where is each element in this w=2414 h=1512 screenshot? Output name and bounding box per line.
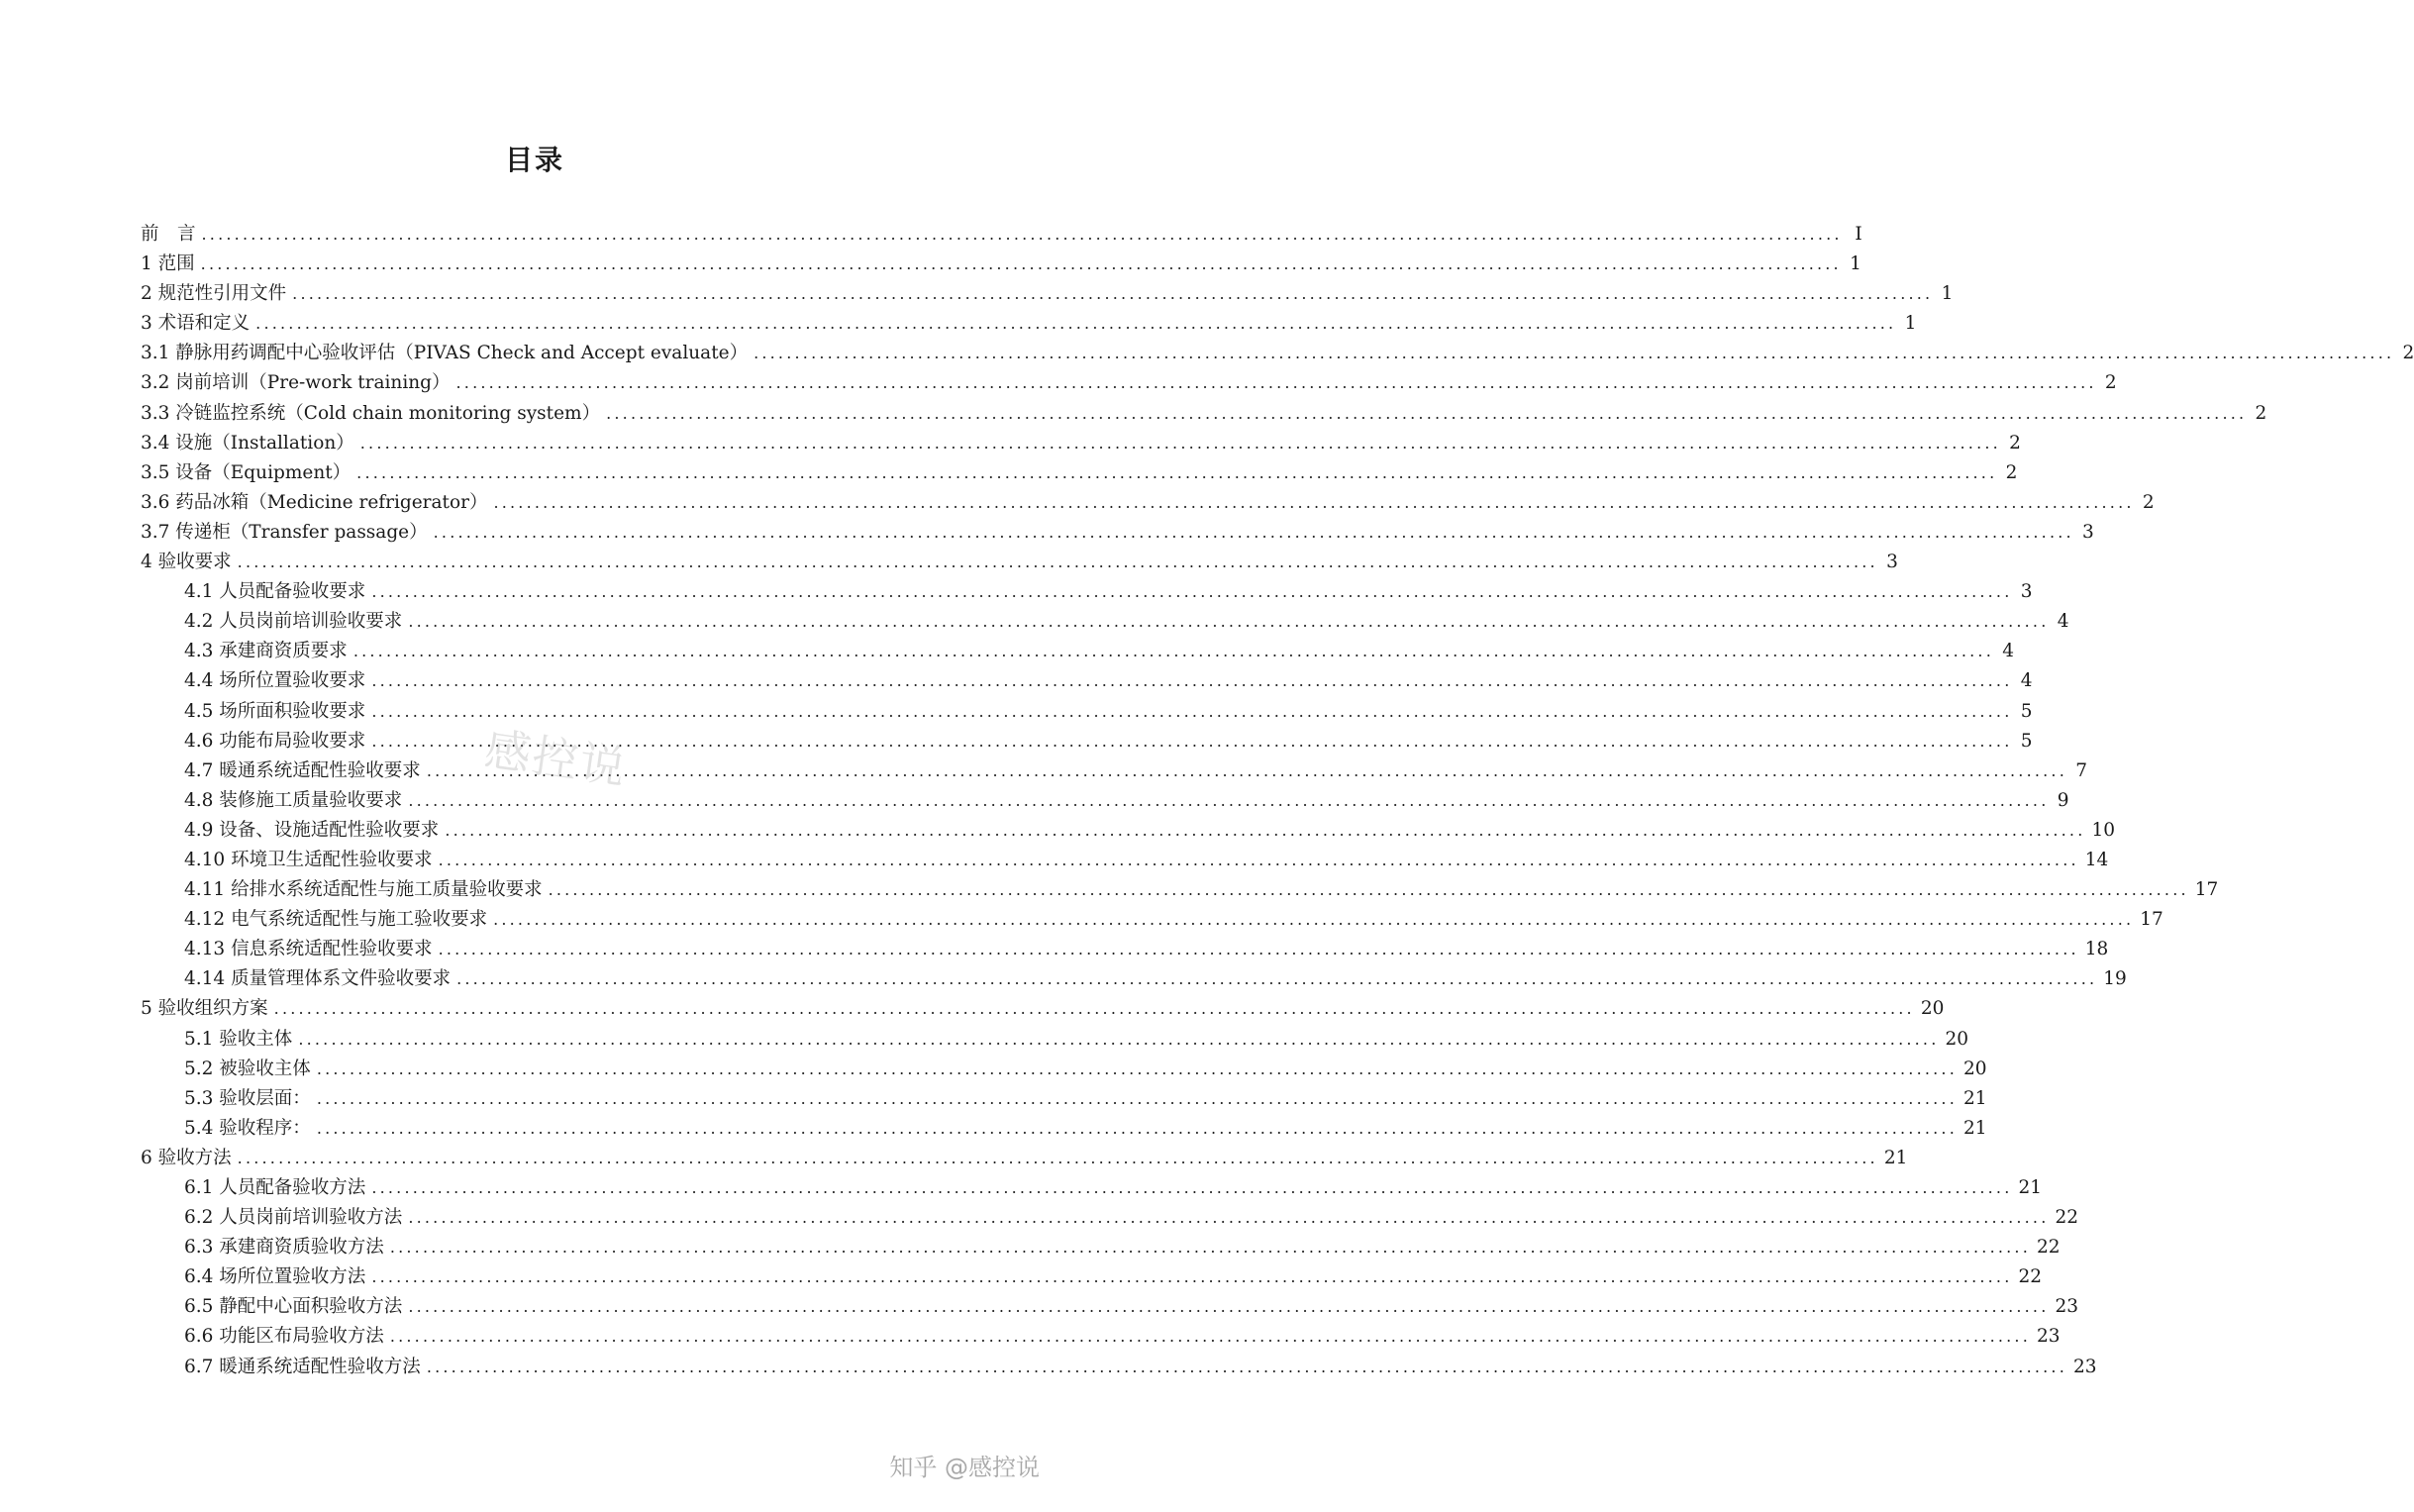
toc-entry-title: 3.4 设施（Installation）: [141, 432, 354, 454]
toc-entry-page-number: 2: [2402, 343, 2414, 364]
toc-entry-page-number: 22: [2055, 1207, 2079, 1229]
toc-entry-title: 4.3 承建商资质要求: [184, 641, 348, 662]
toc-entry-page-number: 2: [2104, 372, 2117, 394]
toc-leader-dots: ........................................................................................................................................................................................................: [438, 940, 2079, 959]
toc-entry[interactable]: [141, 935, 2109, 964]
toc-leader-dots: ........................................................................................................................................................................................................: [359, 433, 2001, 453]
toc-leader-dots: ........................................................................................................................................................................................................: [371, 731, 2013, 751]
toc-entry[interactable]: [141, 1084, 1987, 1114]
toc-entry-page-number: 17: [2194, 879, 2219, 901]
toc-leader-dots: ........................................................................................................................................................................................................: [237, 553, 1878, 572]
toc-entry-page-number: 9: [2057, 789, 2069, 811]
page-title: 目录: [504, 144, 564, 176]
toc-leader-dots: ........................................................................................................................................................................................................: [273, 999, 1915, 1019]
toc-entry-page-number: 18: [2084, 939, 2109, 960]
toc-entry[interactable]: [141, 1055, 1987, 1084]
toc-entry-title: 6.3 承建商资质验收方法: [184, 1237, 384, 1259]
toc-entry-title: 4.4 场所位置验收要求: [184, 670, 366, 692]
toc-entry[interactable]: [141, 905, 2163, 935]
toc-entry[interactable]: [141, 1114, 1987, 1144]
toc-leader-dots: ........................................................................................................................................................................................................: [389, 1238, 2031, 1258]
watermark: 感控说: [481, 722, 631, 795]
toc-entry[interactable]: [141, 309, 1917, 339]
toc-entry-page-number: 21: [1963, 1087, 1987, 1109]
toc-leader-dots: ........................................................................................................................................................................................................: [408, 1297, 2050, 1317]
toc-entry-page-number: 23: [2037, 1326, 2061, 1348]
toc-entry-page-number: I: [1855, 224, 1862, 245]
toc-entry[interactable]: [141, 368, 2117, 398]
toc-leader-dots: ........................................................................................................................................................................................................: [408, 612, 2050, 632]
toc-entry-page-number: 19: [2103, 968, 2127, 990]
toc-leader-dots: ........................................................................................................................................................................................................: [456, 969, 2098, 989]
toc-entry-title: 4.8 装修施工质量验收要求: [184, 789, 403, 811]
toc-entry[interactable]: [141, 399, 2267, 429]
toc-entry[interactable]: [141, 577, 2033, 607]
toc-leader-dots: ........................................................................................................................................................................................................: [356, 462, 1998, 482]
toc-entry-page-number: 22: [2037, 1237, 2061, 1259]
toc-leader-dots: ........................................................................................................................................................................................................: [754, 344, 2395, 363]
toc-entry[interactable]: [141, 1292, 2079, 1322]
toc-entry-page-number: 22: [2018, 1266, 2043, 1288]
toc-entry-page-number: 4: [2020, 670, 2033, 692]
toc-entry[interactable]: [141, 518, 2094, 548]
toc-entry-page-number: 3: [2020, 581, 2033, 603]
toc-entry-page-number: 3: [2082, 521, 2094, 543]
toc-entry-page-number: 5: [2020, 700, 2033, 722]
toc-entry[interactable]: [141, 1173, 2043, 1203]
toc-entry[interactable]: [141, 279, 1954, 309]
toc-entry-title: 3.2 岗前培训（Pre-work training）: [141, 372, 451, 394]
toc-entry-page-number: 23: [2073, 1356, 2097, 1377]
toc-entry-title: 4.7 暖通系统适配性验收要求: [184, 759, 421, 781]
toc-leader-dots: ........................................................................................................................................................................................................: [200, 254, 1842, 274]
toc-entry[interactable]: [141, 637, 2014, 666]
toc-entry-title: 6 验收方法: [141, 1147, 232, 1168]
toc-entry-title: 6.6 功能区布局验收方法: [184, 1326, 384, 1348]
toc-leader-dots: ........................................................................................................................................................................................................: [292, 284, 1934, 304]
toc-entry-page-number: 4: [2002, 641, 2014, 662]
toc-leader-dots: ........................................................................................................................................................................................................: [298, 1029, 1940, 1049]
toc-entry[interactable]: [141, 1203, 2079, 1233]
toc-entry[interactable]: [141, 548, 1898, 577]
toc-entry-page-number: 21: [1883, 1147, 1908, 1168]
toc-entry-title: 4.5 场所面积验收要求: [184, 700, 366, 722]
toc-entry-title: 5 验收组织方案: [141, 998, 268, 1020]
toc-entry-page-number: 1: [1850, 253, 1861, 275]
toc-leader-dots: ........................................................................................................................................................................................................: [201, 225, 1843, 244]
toc-entry[interactable]: [141, 488, 2155, 518]
toc-entry[interactable]: [141, 666, 2033, 696]
toc-entry[interactable]: [141, 786, 2069, 816]
toc-entry[interactable]: [141, 1262, 2043, 1292]
toc-leader-dots: ........................................................................................................................................................................................................: [352, 642, 1994, 661]
platform-watermark: 知乎 @感控说: [889, 1454, 1040, 1481]
toc-entry-page-number: 7: [2075, 759, 2087, 781]
toc-entry[interactable]: [141, 816, 2116, 846]
toc-leader-dots: ........................................................................................................................................................................................................: [371, 671, 2013, 691]
toc-entry-title: 6.5 静配中心面积验收方法: [184, 1296, 403, 1318]
toc-entry-page-number: 20: [1920, 998, 1945, 1020]
toc-entry-title: 5.2 被验收主体: [184, 1058, 311, 1079]
toc-leader-dots: ........................................................................................................................................................................................................: [433, 522, 2074, 542]
toc-entry-title: 4.1 人员配备验收要求: [184, 581, 366, 603]
toc-leader-dots: ........................................................................................................................................................................................................: [548, 880, 2189, 900]
toc-entry-title: 5.3 验收层面：: [184, 1087, 311, 1109]
toc-entry-title: 6.1 人员配备验收方法: [184, 1177, 366, 1198]
toc-entry-title: 5.1 验收主体: [184, 1028, 293, 1050]
toc-entry[interactable]: [141, 339, 2414, 368]
toc-entry[interactable]: [141, 220, 1862, 250]
toc-entry-page-number: 1: [1941, 283, 1954, 305]
toc-entry[interactable]: [141, 1353, 2097, 1382]
toc-entry[interactable]: [141, 1322, 2061, 1352]
table-of-contents: [141, 220, 2414, 1382]
toc-leader-dots: ........................................................................................................................................................................................................: [438, 850, 2079, 869]
toc-entry-page-number: 3: [1886, 552, 1898, 573]
toc-leader-dots: ........................................................................................................................................................................................................: [237, 1148, 1878, 1167]
toc-entry[interactable]: [141, 964, 2127, 994]
toc-entry-title: 4.13 信息系统适配性验收要求: [184, 939, 433, 960]
toc-entry-page-number: 2: [2142, 491, 2155, 513]
toc-entry-title: 4.2 人员岗前培训验收要求: [184, 611, 403, 633]
toc-leader-dots: ........................................................................................................................................................................................................: [371, 701, 2013, 721]
toc-entry-page-number: 2: [2009, 432, 2021, 454]
toc-entry[interactable]: [141, 1144, 1908, 1173]
toc-entry-page-number: 10: [2091, 819, 2116, 841]
toc-leader-dots: ........................................................................................................................................................................................................: [255, 314, 1897, 334]
toc-entry-title: 3 术语和定义: [141, 313, 251, 335]
toc-leader-dots: ........................................................................................................................................................................................................: [316, 1088, 1958, 1108]
toc-leader-dots: ........................................................................................................................................................................................................: [371, 582, 2013, 602]
toc-entry-page-number: 2: [2255, 402, 2267, 424]
toc-entry-page-number: 21: [2018, 1177, 2043, 1198]
toc-entry-title: 4.14 质量管理体系文件验收要求: [184, 968, 452, 990]
toc-entry-title: 3.6 药品冰箱（Medicine refrigerator）: [141, 491, 488, 513]
toc-leader-dots: ........................................................................................................................................................................................................: [316, 1058, 1958, 1078]
toc-entry-title: 6.7 暖通系统适配性验收方法: [184, 1356, 421, 1377]
toc-leader-dots: ........................................................................................................................................................................................................: [606, 403, 2248, 423]
toc-entry[interactable]: [141, 846, 2109, 875]
toc-entry[interactable]: [141, 607, 2069, 637]
toc-entry-page-number: 23: [2055, 1296, 2079, 1318]
toc-entry-page-number: 1: [1904, 313, 1917, 335]
toc-entry[interactable]: [141, 458, 2018, 488]
toc-leader-dots: ........................................................................................................................................................................................................: [389, 1327, 2031, 1347]
toc-entry-page-number: 5: [2020, 730, 2033, 752]
toc-leader-dots: ........................................................................................................................................................................................................: [426, 1357, 2067, 1376]
toc-leader-dots: ........................................................................................................................................................................................................: [445, 820, 2086, 840]
toc-entry-page-number: 14: [2084, 849, 2109, 870]
toc-entry-title: 6.2 人员岗前培训验收方法: [184, 1207, 403, 1229]
toc-entry-title: 3.3 冷链监控系统（Cold chain monitoring system）: [141, 402, 601, 424]
toc-entry-title: 4.12 电气系统适配性与施工验收要求: [184, 909, 488, 931]
toc-leader-dots: ........................................................................................................................................................................................................: [408, 1208, 2050, 1228]
toc-leader-dots: ........................................................................................................................................................................................................: [455, 373, 2097, 393]
toc-entry-title: 2 规范性引用文件: [141, 283, 287, 305]
toc-entry-title: 5.4 验收程序：: [184, 1117, 311, 1139]
toc-entry-title: 4.10 环境卫生适配性验收要求: [184, 849, 433, 870]
toc-entry[interactable]: [141, 250, 1861, 279]
toc-entry-title: 6.4 场所位置验收方法: [184, 1266, 366, 1288]
toc-entry-title: 3.5 设备（Equipment）: [141, 461, 352, 483]
toc-entry[interactable]: [141, 429, 2021, 458]
toc-entry[interactable]: [141, 1025, 1969, 1055]
toc-entry[interactable]: [141, 994, 1945, 1024]
toc-leader-dots: ........................................................................................................................................................................................................: [316, 1118, 1958, 1138]
toc-entry-page-number: 2: [2005, 461, 2018, 483]
toc-entry-page-number: 20: [1963, 1058, 1987, 1079]
toc-entry-title: 4.9 设备、设施适配性验收要求: [184, 819, 440, 841]
toc-entry-title: 3.7 传递柜（Transfer passage）: [141, 521, 428, 543]
toc-entry-title: 1 范围: [141, 253, 195, 275]
toc-entry-page-number: 17: [2140, 909, 2163, 931]
toc-leader-dots: ........................................................................................................................................................................................................: [371, 1267, 2013, 1287]
toc-entry-page-number: 21: [1963, 1117, 1987, 1139]
toc-entry[interactable]: [141, 875, 2219, 905]
toc-leader-dots: ........................................................................................................................................................................................................: [371, 1178, 2013, 1197]
toc-entry-page-number: 20: [1945, 1028, 1969, 1050]
toc-entry-title: 4.11 给排水系统适配性与施工质量验收要求: [184, 879, 543, 901]
toc-entry-title: 4.6 功能布局验收要求: [184, 730, 366, 752]
toc-entry[interactable]: [141, 1233, 2061, 1262]
toc-leader-dots: ........................................................................................................................................................................................................: [426, 760, 2067, 780]
toc-entry-title: 前 言: [141, 224, 196, 245]
toc-entry-title: 3.1 静脉用药调配中心验收评估（PIVAS Check and Accept evaluate）: [141, 343, 749, 364]
toc-entry-page-number: 4: [2057, 611, 2069, 633]
toc-leader-dots: ........................................................................................................................................................................................................: [408, 790, 2050, 810]
toc-entry-title: 4 验收要求: [141, 552, 232, 573]
toc-leader-dots: ........................................................................................................................................................................................................: [493, 492, 2135, 512]
toc-leader-dots: ........................................................................................................................................................................................................: [493, 910, 2135, 930]
